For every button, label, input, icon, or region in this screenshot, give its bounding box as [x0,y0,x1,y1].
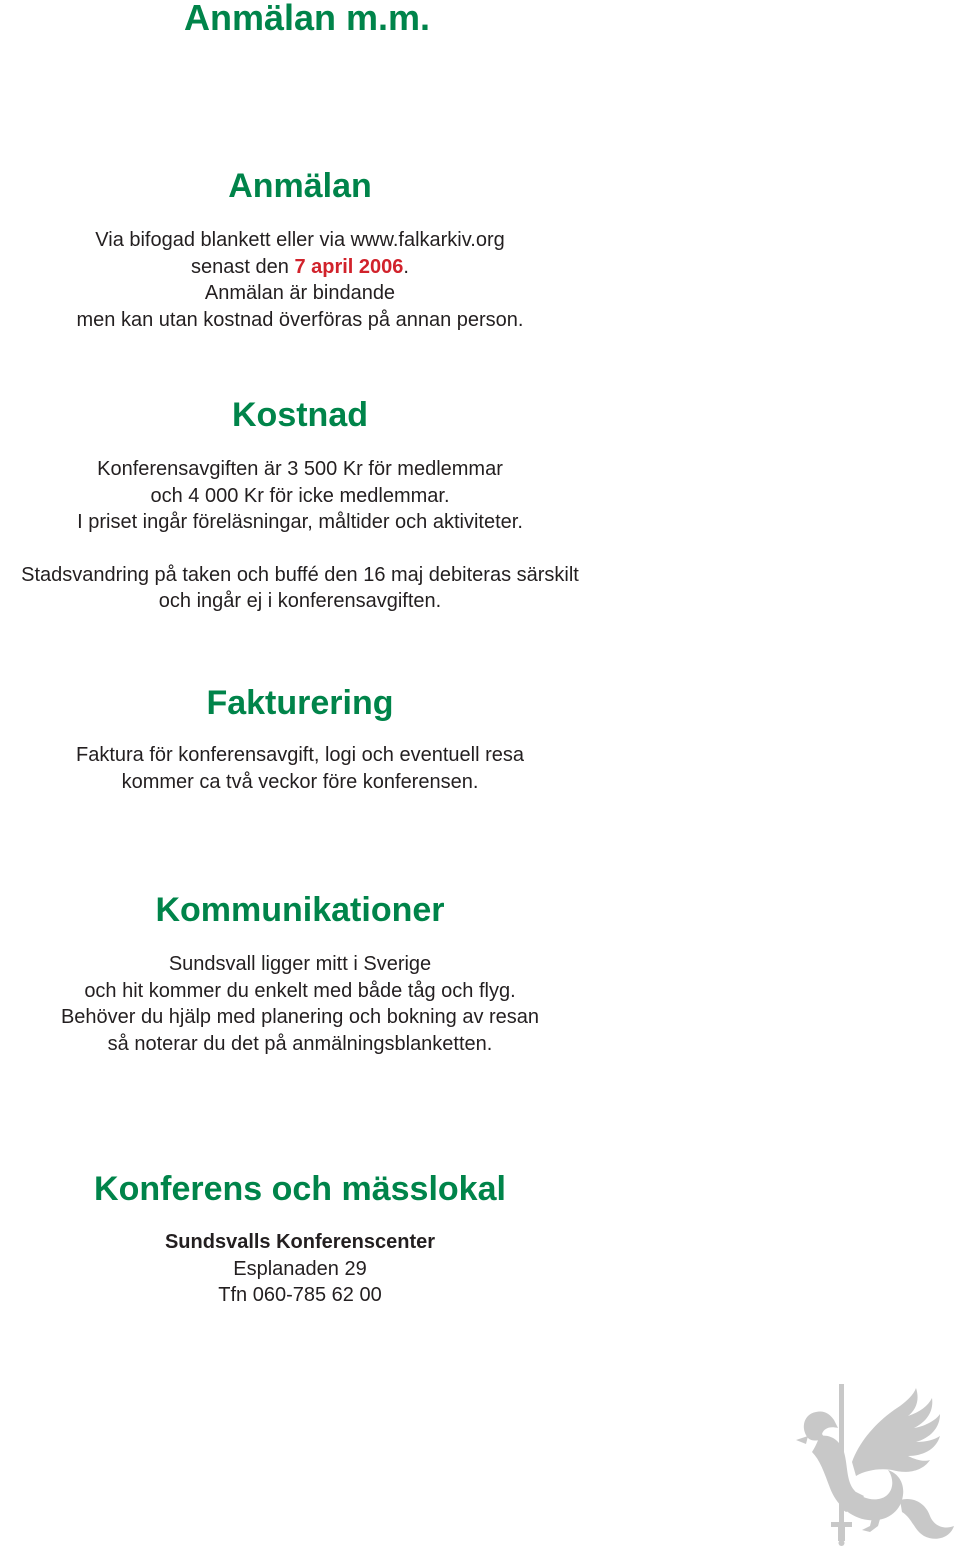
anmalan-deadline-date: 7 april 2006 [294,255,404,278]
lokal-venue-name: Sundsvalls Konferenscenter [164,1231,436,1253]
section-body-kommunikationer [0,951,600,1057]
anmalan-line-3: Anmälan är bindande [204,282,396,304]
section-lokal [0,1169,600,1309]
lokal-address: Esplanaden 29 [233,1257,367,1280]
anmalan-line-4: men kan utan kostnad överföras på annan person. [76,308,524,331]
section-body-fakturering [0,742,600,795]
section-title-fakturering: Fakturering [206,684,394,722]
anmalan-deadline-suffix: . [403,255,409,278]
kommunikationer-line-3: Behöver du hjälp med planering och bokning av resan [60,1006,540,1028]
section-title-kommunikationer: Kommunikationer [155,891,445,929]
section-kostnad [0,395,600,615]
section-body-kostnad [0,456,600,536]
kommunikationer-line-4: så noterar du det på anmälningsblanketten. [107,1032,493,1055]
section-body-kostnad-extra [0,562,600,615]
section-kommunikationer [0,890,600,1057]
fakturering-line-2: kommer ca två veckor före konferensen. [121,770,479,793]
section-anmalan [0,166,600,333]
kostnad-line-1: Konferensavgiften är 3 500 Kr för medlemmar [97,458,503,480]
anmalan-deadline-prefix: senast den [191,255,295,278]
kostnad-line-5: och ingår ej i konferensavgiften. [158,590,442,612]
kommunikationer-line-2: och hit kommer du enkelt med både tåg och flyg. [84,979,516,1002]
anmalan-line-2 [0,254,600,281]
lokal-phone: Tfn 060-785 62 00 [218,1284,382,1306]
kommunikationer-line-1: Sundsvall ligger mitt i Sverige [168,953,432,975]
section-body-anmalan [0,227,600,333]
section-body-lokal [0,1229,600,1309]
kostnad-line-2: och 4 000 Kr för icke medlemmar. [150,484,450,507]
griffin-emblem-icon [790,1380,960,1546]
kostnad-line-4: Stadsvandring på taken och buffé den 16 maj debiteras särskilt [21,563,579,586]
fakturering-line-1: Faktura för konferensavgift, logi och eventuell resa [75,744,525,766]
section-title-lokal: Konferens och mässlokal [94,1170,506,1208]
anmalan-line-1: Via bifogad blankett eller via www.falkarkiv.org [95,229,505,251]
kostnad-line-3: I priset ingår föreläsningar, måltider och aktiviteter. [77,511,523,533]
page-title: Anmälan m.m. [184,0,431,38]
section-title-kostnad: Kostnad [232,396,368,434]
section-title-anmalan: Anmälan [228,167,372,205]
section-fakturering [0,683,600,795]
